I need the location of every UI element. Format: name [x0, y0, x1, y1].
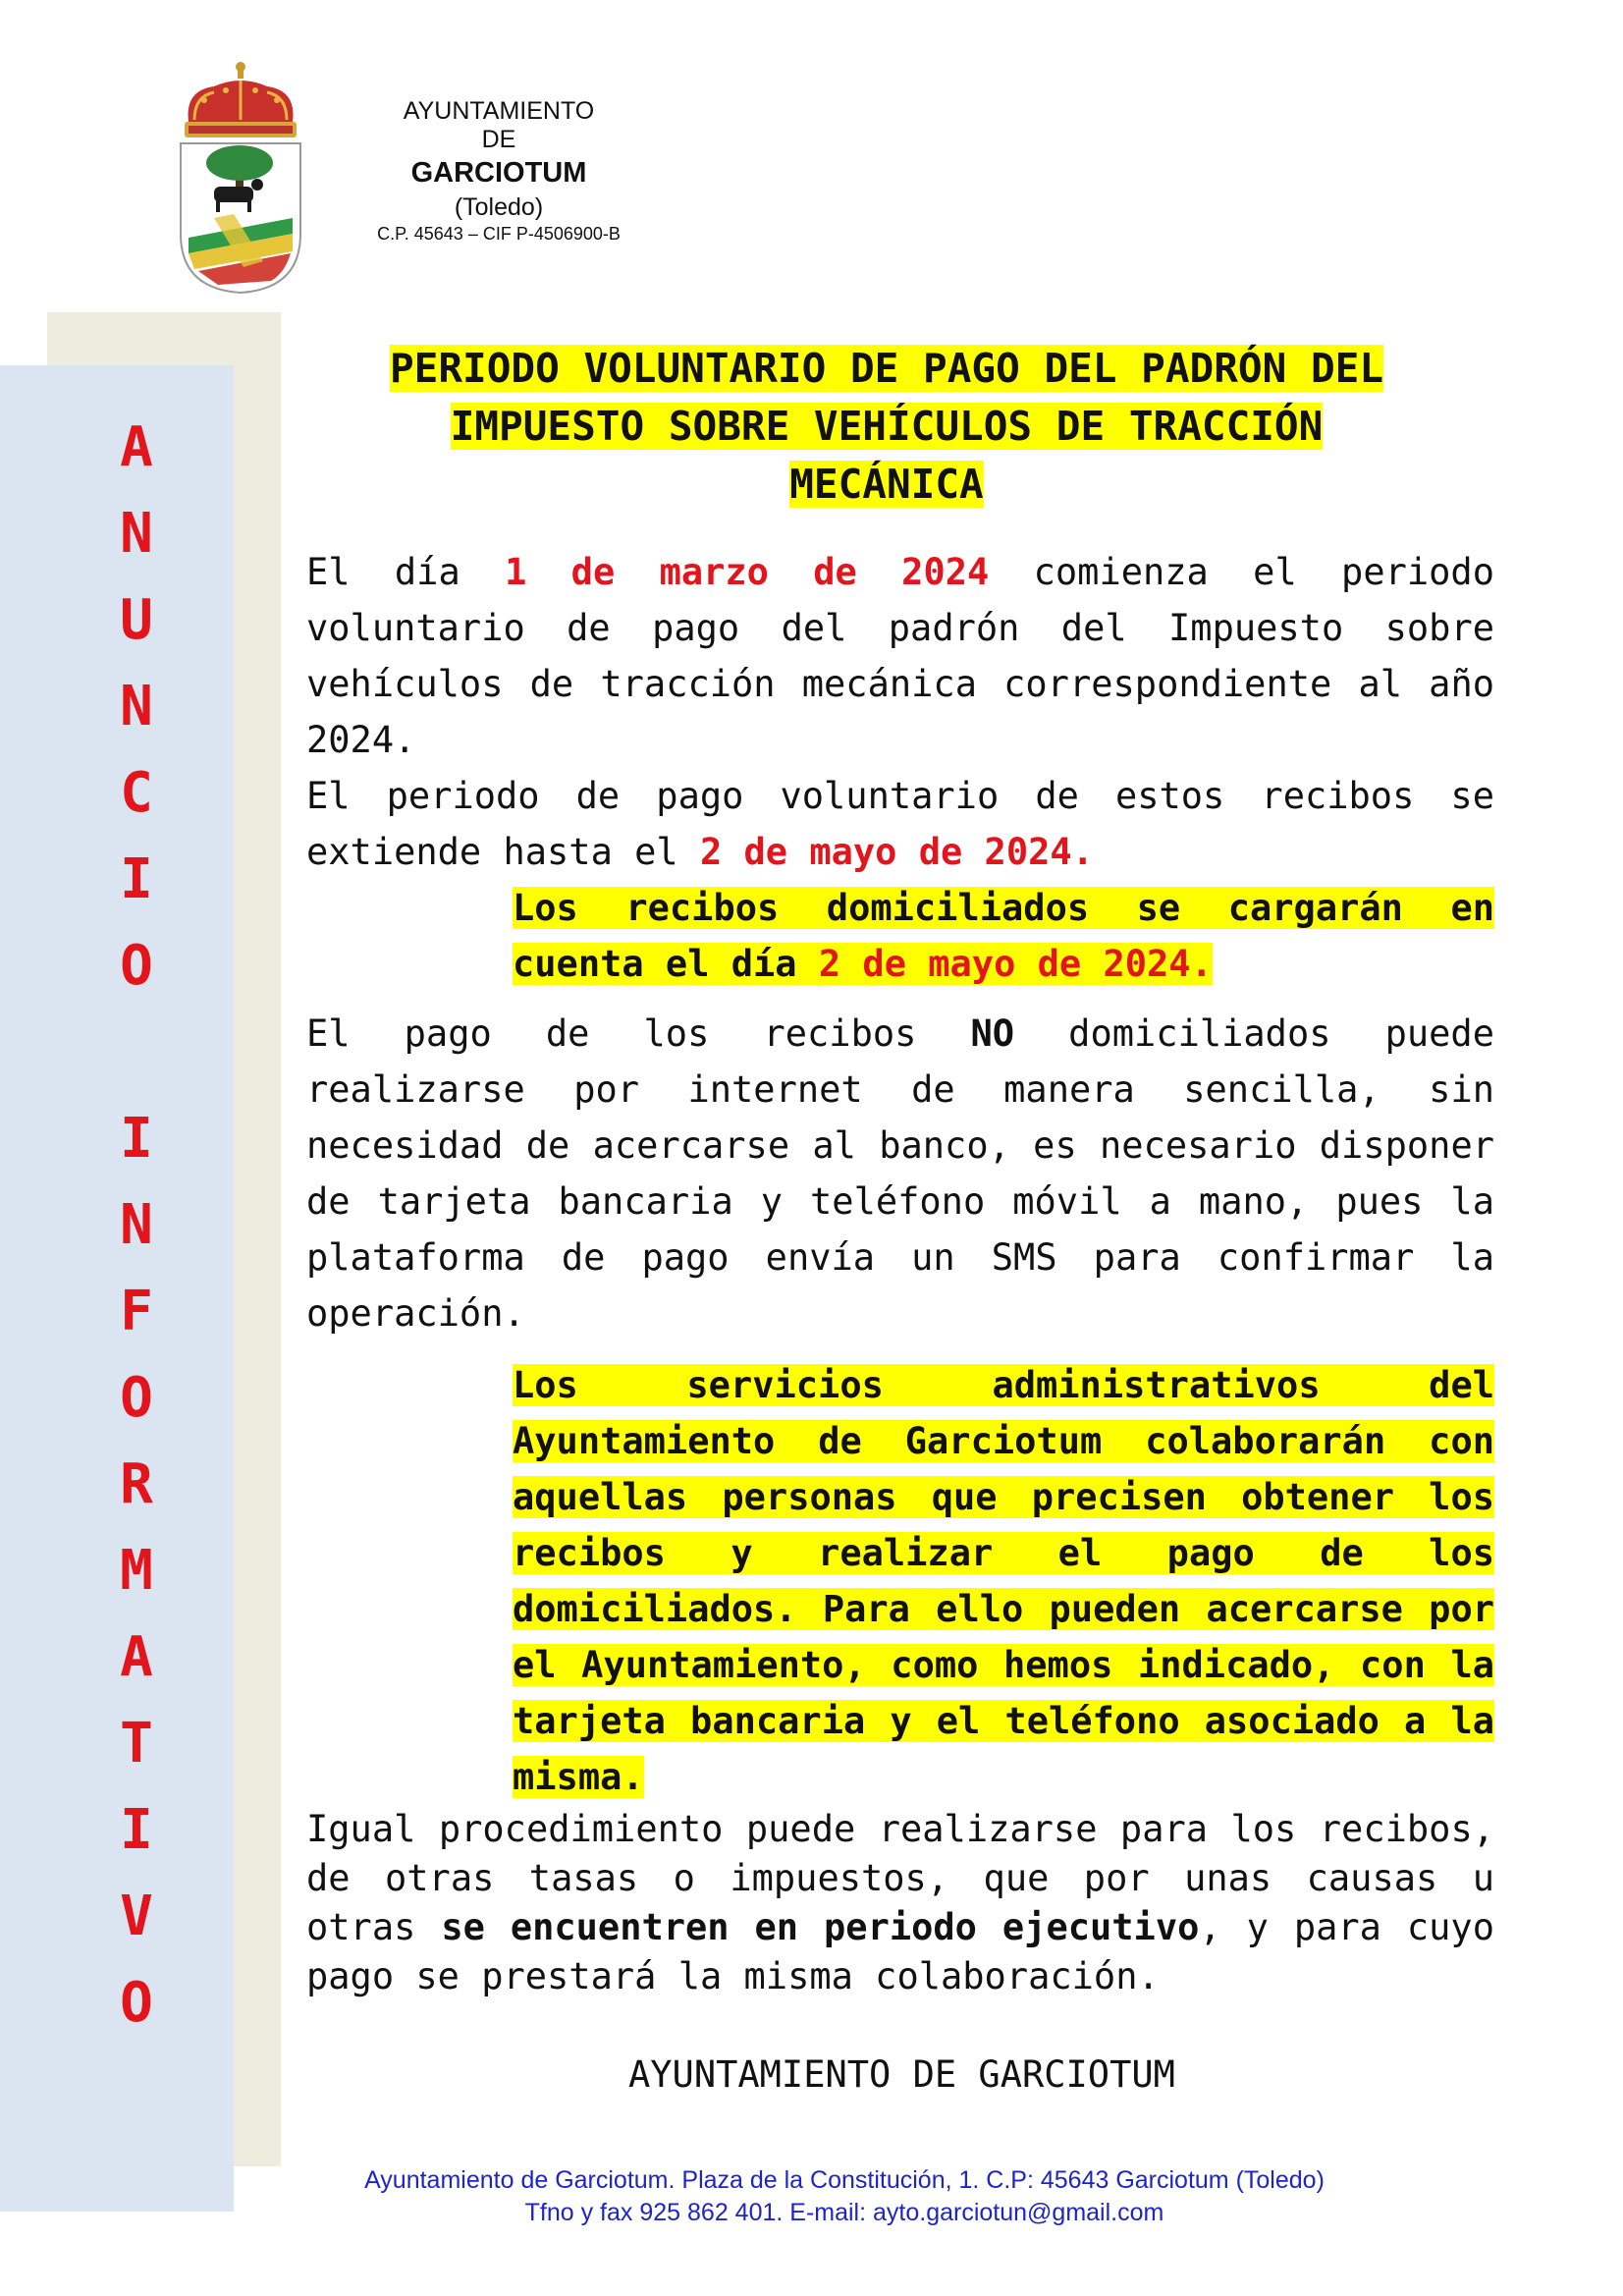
letterhead-line-1: AYUNTAMIENTO — [403, 97, 595, 125]
start-date: 1 de marzo de 2024 — [505, 551, 990, 593]
p2-pre: El periodo de pago voluntario de estos recibos se extiende hasta el — [306, 775, 1494, 873]
vertical-letter: N — [120, 1193, 153, 1257]
vertical-letter: A — [120, 415, 153, 479]
coat-of-arms-logo — [175, 61, 306, 297]
vertical-letter: O — [120, 1971, 153, 2035]
vertical-letter: F — [120, 1280, 153, 1343]
paragraph-online-payment — [306, 1006, 1494, 1341]
vertical-letter: N — [120, 502, 153, 566]
footer — [226, 2164, 1463, 2229]
letterhead — [312, 96, 685, 246]
vertical-letter: I — [120, 847, 153, 911]
letterhead-line-2: DE — [481, 126, 516, 153]
paragraph-executive-period — [306, 1805, 1494, 2001]
p4-pre: El pago de los recibos — [306, 1012, 971, 1055]
vertical-letter: O — [120, 1366, 153, 1430]
vertical-letter: I — [120, 1107, 153, 1171]
paragraph-direct-debit — [513, 880, 1494, 992]
p1-post: comienza el periodo voluntario de pago del padrón del Impuesto sobre vehículos de tracción mecánica correspondiente al año 2024. — [306, 551, 1494, 761]
vertical-letter: I — [120, 1798, 153, 1862]
p4-post: domiciliados puede realizarse por internet de manera sencilla, sin necesidad de acercarse al banco, es necesario disponer de tarjeta bancaria y teléfono móvil a mano, pues la plataforma de pago envía un SMS para confirmar la operación. — [306, 1012, 1494, 1335]
vertical-letter: N — [120, 675, 153, 738]
footer-contact: Tfno y fax 925 862 401. E-mail: ayto.garciotun@gmail.com — [524, 2199, 1164, 2226]
p6-bold: se encuentren en periodo ejecutivo — [441, 1906, 1200, 1948]
p3-pre: Los recibos domiciliados se cargarán en cuenta el día — [513, 887, 1494, 985]
vertical-letter: T — [120, 1712, 153, 1776]
title-line-3: MECÁNICA — [789, 461, 984, 508]
end-date: 2 de mayo de 2024. — [699, 831, 1094, 873]
title-line-2: IMPUESTO SOBRE VEHÍCULOS DE TRACCIÓN — [450, 403, 1324, 450]
signature: AYUNTAMIENTO DE GARCIOTUM — [628, 2053, 1175, 2096]
p4-no: NO — [970, 1012, 1015, 1055]
footer-address: Ayuntamiento de Garciotum. Plaza de la Constitución, 1. C.P: 45643 Garciotum (Toledo) — [364, 2166, 1325, 2194]
debit-date: 2 de mayo de 2024. — [818, 943, 1213, 985]
paragraph-start-date — [306, 544, 1494, 768]
vertical-letter: O — [120, 934, 153, 998]
letterhead-town: GARCIOTUM — [410, 157, 587, 189]
letterhead-postal-cif: C.P. 45643 – CIF P-4506900-B — [377, 224, 621, 244]
vertical-letter: C — [120, 761, 153, 825]
p1-pre: El día — [306, 551, 506, 593]
vertical-letter: U — [120, 588, 153, 652]
page-title — [312, 340, 1461, 514]
title-line-1: PERIODO VOLUNTARIO DE PAGO DEL PADRÓN DEL — [389, 345, 1384, 392]
vertical-letter: M — [120, 1539, 153, 1603]
p6-pre: Igual procedimiento puede realizarse para los recibos, de otras tasas o impuestos, que por unas causas u otras — [306, 1808, 1494, 1948]
letterhead-province: (Toledo) — [454, 193, 544, 221]
vertical-announcement-label — [69, 405, 204, 2047]
vertical-letter: V — [120, 1885, 153, 1948]
paragraph-end-date — [306, 768, 1494, 880]
paragraph-admin-help — [513, 1357, 1494, 1805]
p6-post: , y para cuyo pago se prestará la misma colaboración. — [306, 1906, 1494, 1997]
vertical-letter: A — [120, 1625, 153, 1689]
p5-text: Los servicios administrativos del Ayuntamiento de Garciotum colaborarán con aquellas personas que precisen obtener los recibos y realizar el pago de los domiciliados. Para ello pueden acercarse por el Ayuntamiento, como hemos indicado, con la tarjeta bancaria y el teléfono asociado a la misma. — [513, 1364, 1494, 1798]
vertical-letter: R — [120, 1452, 153, 1516]
